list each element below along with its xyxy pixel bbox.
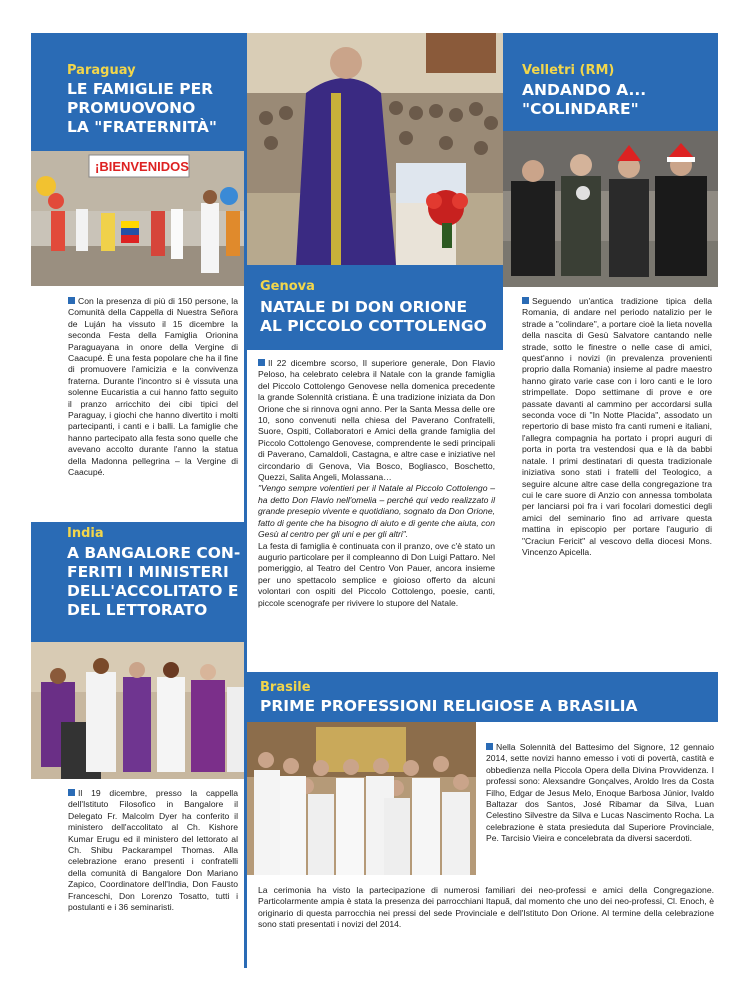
genova-text: Il 22 dicembre scorso, Il superiore generale, Don Flavio Peloso, ha celebrato celebra il Natale con la grande famiglia del Piccolo Cottolengo Genovese nella domenica precedente la grande Solennità cristiana. È una tradizione iniziata da Don Orione che si rinnova ogni anno. Per la Santa Messa delle ore 10, sono convenuti nella chiesa del Paverano Confratelli, Suore, Ospiti, Collaboratori e Amici della grande famiglia del Piccolo Cottolengo Genovese, comprendente le sedi principali di Paverano, Camaldoli, Castagna, e altre case e iniziative nel circondario di Genova, Via Bosco, Bogliasco, Boschetto, Quezzi, Salita Angeli, Molassana… "Vengo sempre volentieri per il Natale al Piccolo Cottolengo – ha detto Don Flavio nell'omelia – perché qui vedo realizzato il grande presepio vivente e quotidiano, sognato da Don Orione, fatto di gente che ha bisogno di aiuto e di gente che aiuta, con Gesù al centro per gli uni e per gli altri". La festa di famiglia è continuata con il pranzo, ove c'è stato un augurio particolare per il compleanno di Don Luigi Pattaro. Nel pomeriggio, al Teatro del Centro Von Pauer, ancora insieme per uno spettacolo semplice e gioioso offerto da alcuni volontari con ospiti del Piccolo Cottolengo, poesie, canti, piccole scenografe per rivivere lo stupore del Natale. [258, 358, 495, 608]
paraguay-region: Paraguay [67, 63, 136, 78]
bullet-square-icon [68, 789, 75, 796]
genova-photo [246, 33, 503, 265]
brasile-header [246, 672, 718, 722]
velletri-text: Seguendo un'antica tradizione tipica della Romania, di andare nel periodo natalizio per le strade a "colindare", a portare cioè la lieta novella della nascita di Gesù Salvatore cantando nelle strade, sotto le finestre o nelle case di amici, quest'anno i novizi (in prevalenza provenienti proprio dalla Romania) insieme al padre maestro hanno girato varie case con i loro canti e le loro strimpellate. Dopo settimane di prove e ore passate davanti al cammino per accordarsi sulla seconda voce di "In Notte Placida", assodato un repertorio di base misto fra canti rumeni e italiani, l'allegra compagnia ha portato i propri auguri di porta in porta tra vestendosi qua e là da babbi natale. I primi destinatari di questa tradizionale iniziativa sono stati i fratelli del Teologico, a seguire alcune altre case della congregazione tra cui le care suore di Anzio con annessa tombolata per lanciarsi poi fra i vari focolari domestici degli amici del seminario fino ad arrivare questa mattina in episcopio per portare l'augurio di "Craciun Fericit" al vescovo della diocesi Mons. Vincenzo Apicella. [522, 296, 712, 557]
india-header [31, 522, 245, 642]
india-title: A BANGALORE CON- FERITI I MINISTERI DELL'ACCOLITATO E DEL LETTORATO [67, 544, 241, 619]
genova-quote: "Vengo sempre volentieri per il Natale al Piccolo Cottolengo – ha detto Don Flavio nell'omelia – perché qui vedo realizzato il grande presepio vivente e quotidiano, sognato da Don Orione, fatto di gente che ha bisogno di aiuto e di gente che aiuta, con Gesù al centro per gli uni e per gli altri". [258, 483, 495, 540]
genova-text-2: La festa di famiglia è continuata con il pranzo, ove c'è stato un augurio particolare per il compleanno di Don Luigi Pattaro. Nel pomeriggio, al Teatro del Centro Von Pauer, ancora insieme per uno spettacolo semplice e gioioso offerto da alcuni volontari con ospiti del Piccolo Cottolengo, poesie, canti, piccole scenografe per rivivere lo stupore del Natale. [258, 540, 495, 608]
india-text: Il 19 dicembre, presso la cappella dell'Istituto Filosofico in Bangalore il Delegato Fr. Malcolm Dyer ha conferito il ministero dell'accolitato al Ch. Kishore Kumar Erugu ed il ministero del lettorato al Ch. Shibu Packarampel Thomas. Alla celebrazione erano presenti i confratelli della comunità di Bangalore Don Mariano Zapico, Coordinatore dell'India, Don Fausto Franceschi, Don Lorenzo Tosatto, tutti i postulanti e i 36 seminaristi. [68, 788, 238, 913]
brasile-text-2: La cerimonia ha visto la partecipazione di numerosi familiari dei neo-professi e amici della Congregazione. Particolarmente ampia è stata la presenza dei parrocchiani Itapuã, dal momento che uno dei neo-professi, Cl. Enoch, è originario di questa parrocchia nei pressi del sede Provinciale e dell'Istituto Don Orione. Al termine della celebrazione sono stati presentati i novizi del 2014. [258, 885, 714, 930]
paraguay-photo [31, 151, 245, 286]
genova-region: Genova [260, 279, 315, 294]
velletri-title: ANDANDO A... "COLINDARE" [522, 81, 647, 118]
column-divider [244, 33, 247, 968]
bullet-square-icon [68, 297, 75, 304]
velletri-header [503, 33, 718, 131]
paraguay-banner: ¡BIENVENIDOS [95, 159, 189, 174]
paraguay-header [31, 33, 245, 151]
brasile-photo [246, 722, 476, 875]
velletri-photo [503, 131, 718, 287]
velletri-region: Velletri (RM) [522, 63, 615, 78]
bullet-square-icon [486, 743, 493, 750]
genova-title: NATALE DI DON ORIONE AL PICCOLO COTTOLENGO [260, 298, 487, 335]
genova-header [246, 265, 503, 350]
paraguay-text: Con la presenza di più di 150 persone, la Comunità della Cappella di Nuestra Señora de Luján ha vissuto il 15 dicembre la seconda Festa della Famiglia Orionina Paraguayana in onore della Vergine di Caacupé. È una festa popolare che ha il fine di promuovere l'amicizia e la convivenza fraterna. Durante l'incontro si è vissuta una solenne Eucaristia a cui hanno fatto seguito il pranzo arricchito dei cibi tipici del Paraguay, i giochi che hanno divertito i molti partecipanti, i canti e i balli. La famiglie che hanno partecipato alla festa sono quelle che avevano accolto durante l'anno la statua della Madonna pellegrina – la Vergine di Caacupé. [68, 296, 238, 478]
india-region: India [67, 526, 104, 541]
paraguay-title: LE FAMIGLIE PER PROMUOVONO LA "FRATERNITÀ" [67, 80, 217, 136]
brasile-title: PRIME PROFESSIONI RELIGIOSE A BRASILIA [260, 697, 638, 715]
bullet-square-icon [522, 297, 529, 304]
india-photo [31, 642, 245, 779]
brasile-text: Nella Solennità del Battesimo del Signore, 12 gennaio 2014, sette novizi hanno emesso i voti di povertà, castità e obbedienza nella Piccola Opera della Divina Provvidenza. I professi sono: Alexsandre Gonçalves, Aroldo Ires da Costa Filho, Edgar de Jesus Melo, Enoque Barbosa Júnior, Ivaldo Baltazar dos Santos, José Ribamar da Silva, Luan Celestino Silvestre da Silva e Lucas Nascimento Rocha. La celebrazione è stata presieduta dal Superiore Provinciale, Pe. Tarcisio Vieira e concelebrata da diversi sacerdoti. [486, 742, 714, 844]
bullet-square-icon [258, 359, 265, 366]
brasile-region: Brasile [260, 680, 311, 695]
